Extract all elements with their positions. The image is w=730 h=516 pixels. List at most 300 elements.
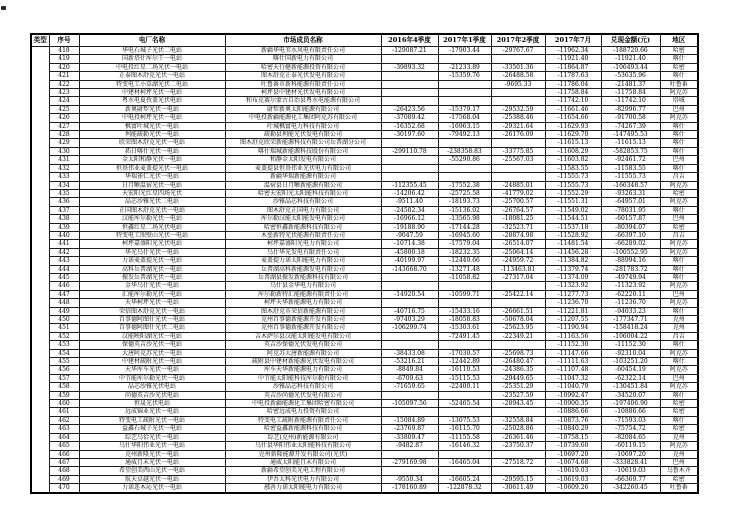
q1-2017-cell: -13075.53 <box>438 416 491 424</box>
total-amount-cell: -80394.07 <box>601 223 660 231</box>
region-cell: 喀什 <box>660 265 698 273</box>
q1-2017-cell <box>438 55 491 63</box>
seq-cell: 457 <box>49 374 79 382</box>
total-amount-cell: -66289.02 <box>601 240 660 248</box>
total-amount-cell: -147495.53 <box>601 131 660 139</box>
q4-2016-cell: -9550.34 <box>381 475 438 483</box>
q2-2017-cell: -33501.36 <box>491 63 545 71</box>
total-amount-cell: -34520.07 <box>601 391 660 399</box>
region-cell: 巴州 <box>660 290 698 298</box>
table-row <box>31 400 698 408</box>
q2-2017-cell: -29767.67 <box>491 47 545 55</box>
jul-2017-cell: -10697.20 <box>545 450 601 458</box>
q1-2017-cell: -18232.35 <box>438 248 491 256</box>
q4-2016-cell: -19188.90 <box>381 223 438 231</box>
total-amount-cell: -66397.10 <box>601 231 660 239</box>
plant-name-cell: 华光乌什光伏一电站 <box>79 248 225 256</box>
table-row <box>31 265 698 273</box>
seq-cell: 421 <box>49 72 79 80</box>
q2-2017-cell: -25623.95 <box>491 324 545 332</box>
region-cell: 喀什 <box>660 273 698 281</box>
market-member-cell: 乌什县华阳伟业太阳能科技有限公司 <box>225 442 381 450</box>
column-header-3: 市场成员名称 <box>225 34 381 47</box>
seq-cell: 461 <box>49 408 79 416</box>
market-member-cell: 图木舒克市荣信新能源有限公司 <box>225 307 381 315</box>
q1-2017-cell: -22400.11 <box>438 383 491 391</box>
seq-cell: 437 <box>49 206 79 214</box>
q1-2017-cell: -79492.13 <box>438 131 491 139</box>
settlement-table <box>30 33 699 494</box>
q1-2017-cell: -72491.45 <box>438 332 491 340</box>
plant-name-cell: 金华乌什光伏一电站 <box>79 282 225 290</box>
total-amount-cell: -158418.24 <box>601 324 660 332</box>
total-amount-cell: -94033.23 <box>601 307 660 315</box>
plant-name-cell: 高科岳普湖光伏一电站 <box>79 265 225 273</box>
plant-name-cell: 中电投柯坪光伏一电站 <box>79 114 225 122</box>
total-amount-cell: -60119.15 <box>601 442 660 450</box>
region-cell: 阿克苏 <box>660 114 698 122</box>
market-member-cell: 库尔勒新特汇能能源有限责任公司 <box>225 290 381 298</box>
market-member-cell: 沙雅晶芯科技有限公司 <box>225 198 381 206</box>
jul-2017-cell: -10758.15 <box>545 433 601 441</box>
jul-2017-cell: -11786.04 <box>545 80 601 88</box>
q1-2017-cell: -11058.82 <box>438 273 491 281</box>
seq-cell: 438 <box>49 215 79 223</box>
q4-2016-cell: -129087.21 <box>381 47 438 55</box>
seq-cell: 458 <box>49 383 79 391</box>
jul-2017-cell: -10873.76 <box>545 416 601 424</box>
total-amount-cell: -82996.77 <box>601 105 660 113</box>
jul-2017-cell: -10992.47 <box>545 391 601 399</box>
total-amount-cell: -66369.77 <box>601 475 660 483</box>
total-amount-cell: -60157.87 <box>601 215 660 223</box>
column-header-5: 2017年1季度 <box>438 34 491 47</box>
q2-2017-cell <box>491 408 545 416</box>
seq-cell: 432 <box>49 164 79 172</box>
table-row <box>31 467 698 475</box>
region-cell: 喀什 <box>660 55 698 63</box>
total-amount-cell: -103251.20 <box>601 358 660 366</box>
table-row <box>31 114 698 122</box>
jul-2017-cell: -11221.81 <box>545 307 601 315</box>
market-member-cell: 英吉沙尚德光伏发电有限公司 <box>225 391 381 399</box>
seq-cell: 435 <box>49 189 79 197</box>
q1-2017-cell <box>438 467 491 475</box>
region-cell: 喀什 <box>660 391 698 399</box>
jul-2017-cell: -10619.03 <box>545 467 601 475</box>
jul-2017-cell: -11163.56 <box>545 332 601 340</box>
market-member-cell: 哈密天宏阳光太阳能科技有限公司 <box>225 189 381 197</box>
market-member-cell: 哈密远成电力投资有限公司 <box>225 408 381 416</box>
q1-2017-cell: -15303.61 <box>438 324 491 332</box>
q4-2016-cell: -9047.59 <box>381 231 438 239</box>
plant-name-cell: 通威且末光伏一电站 <box>79 458 225 466</box>
jul-2017-cell: -11549.02 <box>545 206 601 214</box>
market-member-cell: 沙雅晶芯科技有限公司 <box>225 383 381 391</box>
plant-name-cell: 特变电工小草湖光伏二电站 <box>79 80 225 88</box>
region-cell: 昌吉 <box>660 173 698 181</box>
q1-2017-cell: -15433.16 <box>438 307 491 315</box>
market-member-cell: 克州百事德新能源开发有限公司 <box>225 324 381 332</box>
jul-2017-cell: -11661.46 <box>545 105 601 113</box>
market-member-cell: 疏勒县利能光伏发电有限公司 <box>225 131 381 139</box>
market-member-cell: 库车天华新能源电力有限公司 <box>225 366 381 374</box>
market-member-cell: 综艺(克州)新能源有限公司 <box>225 433 381 441</box>
plant-name-cell: 大唐阿克苏光伏一电站 <box>79 349 225 357</box>
region-cell: 克州 <box>660 316 698 324</box>
q2-2017-cell: -24386.35 <box>491 366 545 374</box>
table-row <box>31 458 698 466</box>
q4-2016-cell: -143668.70 <box>381 265 438 273</box>
seq-cell: 450 <box>49 316 79 324</box>
q2-2017-cell: -26764.57 <box>491 206 545 214</box>
total-amount-cell: -49749.94 <box>601 273 660 281</box>
region-cell: 喀什 <box>660 139 698 147</box>
q2-2017-cell: -29321.64 <box>491 122 545 130</box>
market-member-cell: 吉木萨尔县汉能太阳能发电有限公司 <box>225 332 381 340</box>
region-cell: 阿克苏 <box>660 181 698 189</box>
market-member-cell: 哈密恒鑫新能源科技有限公司 <box>225 223 381 231</box>
region-cell: 喀什 <box>660 307 698 315</box>
plant-name-cell: 振发岳普湖光伏一电站 <box>79 273 225 281</box>
q1-2017-cell: -15379.17 <box>438 105 491 113</box>
total-amount-cell: -71593.03 <box>601 416 660 424</box>
q2-2017-cell: -113463.81 <box>491 265 545 273</box>
q4-2016-cell: -26423.56 <box>381 105 438 113</box>
plant-name-cell: 尚德英吉沙光伏电站 <box>79 391 225 399</box>
q2-2017-cell: -24959.72 <box>491 257 545 265</box>
plant-name-cell: 金太阳和静光伏一电站 <box>79 156 225 164</box>
total-amount-cell: -130451.84 <box>601 383 660 391</box>
table-row <box>31 105 698 113</box>
q4-2016-cell <box>381 273 438 281</box>
q2-2017-cell: -25064.14 <box>491 248 545 256</box>
jul-2017-cell: -11544.51 <box>545 215 601 223</box>
q4-2016-cell: -299110.78 <box>381 147 438 155</box>
q1-2017-cell: -18193.73 <box>438 198 491 206</box>
total-amount-cell: -92461.72 <box>601 156 660 164</box>
q1-2017-cell: -15115.53 <box>438 374 491 382</box>
region-cell: 阿克苏 <box>660 198 698 206</box>
region-cell: 阿克苏 <box>660 383 698 391</box>
region-cell: 喀什 <box>660 131 698 139</box>
table-row <box>31 189 698 197</box>
q1-2017-cell <box>438 282 491 290</box>
q2-2017-cell: -29449.65 <box>491 374 545 382</box>
jul-2017-cell: -11603.82 <box>545 156 601 164</box>
total-amount-cell: -188720.66 <box>601 47 660 55</box>
region-cell: 喀什 <box>660 358 698 366</box>
plant-name-cell: 欣荣图木舒克光伏一电站 <box>79 139 225 147</box>
region-cell: 哈密 <box>660 63 698 71</box>
region-cell: 塔城 <box>660 97 698 105</box>
total-amount-cell: -60454.19 <box>601 366 660 374</box>
market-member-cell: 岳普湖县振发新能源科技有限公司 <box>225 273 381 281</box>
jul-2017-cell: -11323.92 <box>545 282 601 290</box>
total-amount-cell: -91700.58 <box>601 114 660 122</box>
market-member-cell: 和静金太阳发电有限公司 <box>225 156 381 164</box>
table-row <box>31 173 698 181</box>
q2-2017-cell: -29532.59 <box>491 105 545 113</box>
region-cell: 哈密 <box>660 223 698 231</box>
seq-cell: 425 <box>49 105 79 113</box>
column-header-1: 序号 <box>49 34 79 47</box>
market-member-cell: 中节能太阳能科技库尔勒有限公司 <box>225 374 381 382</box>
q1-2017-cell <box>438 391 491 399</box>
plant-name-cell: 中电投红星二场光伏一电站 <box>79 63 225 71</box>
jul-2017-cell: -11107.48 <box>545 366 601 374</box>
market-member-cell: 英吉沙保德光伏发电有限公司 <box>225 341 381 349</box>
seq-cell: 427 <box>49 122 79 130</box>
plant-name-cell: 柯坪嘉盛阳光光伏电站 <box>79 240 225 248</box>
plant-name-cell: 恒基伟业麦盖提光伏一电站 <box>79 164 225 172</box>
q2-2017-cell: -25351.29 <box>491 383 545 391</box>
table-row <box>31 97 698 105</box>
plant-name-cell: 华电石城子光伏二电站 <box>79 47 225 55</box>
column-header-6: 2017年2季度 <box>491 34 545 47</box>
seq-cell: 423 <box>49 89 79 97</box>
plant-name-cell: 天华库车光伏一电站 <box>79 366 225 374</box>
jul-2017-cell: -11379.74 <box>545 265 601 273</box>
seq-cell: 429 <box>49 139 79 147</box>
seq-cell: 433 <box>49 173 79 181</box>
q4-2016-cell: -16352.68 <box>381 122 438 130</box>
q4-2016-cell: -24582.34 <box>381 206 438 214</box>
table-row <box>31 248 698 256</box>
q4-2016-cell: -14920.54 <box>381 290 438 298</box>
q1-2017-cell: -15359.76 <box>438 72 491 80</box>
jul-2017-cell: -11629.70 <box>545 131 601 139</box>
column-header-7: 2017年7月 <box>545 34 601 47</box>
region-cell: 哈密 <box>660 408 698 416</box>
table-row <box>31 374 698 382</box>
q1-2017-cell: -238358.83 <box>438 147 491 155</box>
region-cell: 阿克苏 <box>660 299 698 307</box>
q2-2017-cell: -25028.86 <box>491 425 545 433</box>
column-header-4: 2016年4季度 <box>381 34 438 47</box>
seq-cell: 444 <box>49 265 79 273</box>
plant-name-cell: 拓日喀什光伏一电站 <box>79 147 225 155</box>
total-amount-cell: -82084.65 <box>601 433 660 441</box>
total-amount-cell: -11742.10 <box>601 97 660 105</box>
q1-2017-cell: -21233.89 <box>438 63 491 71</box>
q4-2016-cell <box>381 55 438 63</box>
q2-2017-cell: -26176.09 <box>491 131 545 139</box>
jul-2017-cell: -11236.70 <box>545 299 601 307</box>
q2-2017-cell <box>491 282 545 290</box>
seq-cell: 462 <box>49 416 79 424</box>
plant-name-cell: 日月晰温宿光伏一电站 <box>79 181 225 189</box>
q4-2016-cell: -33809.47 <box>381 433 438 441</box>
plant-name-cell: 乌什华阳伟业光伏一电站 <box>79 442 225 450</box>
q1-2017-cell: -13271.48 <box>438 265 491 273</box>
total-amount-cell: -582853.75 <box>601 147 660 155</box>
market-member-cell: 麦盖提县恒基伟业光伏电力有限公司 <box>225 164 381 172</box>
market-member-cell: 阿克苏大唐新能源有限公司 <box>225 349 381 357</box>
q4-2016-cell: -9482.87 <box>381 442 438 450</box>
region-cell: 喀什 <box>660 72 698 80</box>
market-member-cell: 通威太阳能且末有限公司 <box>225 458 381 466</box>
q2-2017-cell: -18081.25 <box>491 215 545 223</box>
table-row <box>31 416 698 424</box>
region-cell: 克州 <box>660 324 698 332</box>
seq-cell: 466 <box>49 450 79 458</box>
jul-2017-cell: -11962.34 <box>545 47 601 55</box>
q4-2016-cell: -30197.60 <box>381 131 438 139</box>
market-member-cell: 喀什国新电力有限公司 <box>225 55 381 63</box>
column-header-8: 兑现金额(元) <box>601 34 660 47</box>
q1-2017-cell: -16110.53 <box>438 366 491 374</box>
plant-name-cell: 粤水电夏孜盖光伏电站 <box>79 97 225 105</box>
q1-2017-cell: -25725.58 <box>438 189 491 197</box>
q1-2017-cell <box>438 408 491 416</box>
type-merged-cell <box>31 47 49 493</box>
region-cell: 巴州 <box>660 156 698 164</box>
region-cell: 喀什 <box>660 206 698 214</box>
table-row <box>31 383 698 391</box>
seq-cell: 449 <box>49 307 79 315</box>
total-amount-cell: -11323.92 <box>601 282 660 290</box>
plant-name-cell: 远成锦业光伏一电站 <box>79 408 225 416</box>
q1-2017-cell: -18058.83 <box>438 316 491 324</box>
seq-cell: 453 <box>49 341 79 349</box>
q4-2016-cell: -10714.38 <box>381 240 438 248</box>
total-amount-cell: -11236.70 <box>601 299 660 307</box>
seq-cell: 451 <box>49 324 79 332</box>
seq-cell: 440 <box>49 231 79 239</box>
table-row <box>31 332 698 340</box>
q2-2017-cell: -26488.58 <box>491 72 545 80</box>
q1-2017-cell: -17030.57 <box>438 349 491 357</box>
q2-2017-cell: -23527.59 <box>491 391 545 399</box>
market-member-cell: 中电投新疆能源化工集团阿克苏有限公司 <box>225 114 381 122</box>
table-row <box>31 47 698 55</box>
seq-cell: 426 <box>49 114 79 122</box>
q2-2017-cell <box>491 139 545 147</box>
total-amount-cell: -11615.13 <box>601 139 660 147</box>
q4-2016-cell <box>381 467 438 475</box>
q2-2017-cell <box>491 173 545 181</box>
q4-2016-cell: -37089.42 <box>381 114 438 122</box>
market-member-cell: 图木舒克正泰光伏发电有限公司 <box>225 72 381 80</box>
seq-cell: 441 <box>49 240 79 248</box>
q1-2017-cell: -10599.71 <box>438 290 491 298</box>
region-cell: 喀什 <box>660 257 698 265</box>
jul-2017-cell: -11537.18 <box>545 223 601 231</box>
plant-name-cell: 正泰图木舒克光伏一电站 <box>79 72 225 80</box>
table-row <box>31 198 698 206</box>
q2-2017-cell: -26661.51 <box>491 307 545 315</box>
seq-cell: 465 <box>49 442 79 450</box>
q1-2017-cell: -17579.04 <box>438 240 491 248</box>
q4-2016-cell <box>381 391 438 399</box>
table-row <box>31 72 698 80</box>
market-member-cell: 木垒新特光伏能源有限责任公司 <box>225 231 381 239</box>
q2-2017-cell: -27518.72 <box>491 458 545 466</box>
q2-2017-cell: -23750.37 <box>491 442 545 450</box>
q1-2017-cell <box>438 173 491 181</box>
plant-name-cell: 综艺乌恰光伏一电站 <box>79 433 225 441</box>
total-amount-cell: -166348.57 <box>601 181 660 189</box>
table-row <box>31 290 698 298</box>
q2-2017-cell: -50678.04 <box>491 316 545 324</box>
plant-name-cell: 新奥尉犁光伏一电站 <box>79 105 225 113</box>
plant-name-cell: 希望创美西山光伏一电站 <box>79 467 225 475</box>
q4-2016-cell: -40199.97 <box>381 257 438 265</box>
table-row <box>31 282 698 290</box>
q4-2016-cell: -9511.40 <box>381 198 438 206</box>
jul-2017-cell: -11207.55 <box>545 316 601 324</box>
total-amount-cell: -177347.71 <box>601 316 660 324</box>
q1-2017-cell: -17552.38 <box>438 181 491 189</box>
q4-2016-cell <box>381 89 438 97</box>
table-row <box>31 324 698 332</box>
q2-2017-cell: -29595.15 <box>491 475 545 483</box>
total-amount-cell: -333828.41 <box>601 458 660 466</box>
q1-2017-cell: -16146.32 <box>438 442 491 450</box>
plant-name-cell: 正国图木舒克光伏一电站 <box>79 206 225 214</box>
table-row <box>31 215 698 223</box>
q2-2017-cell <box>491 341 545 349</box>
q2-2017-cell <box>491 97 545 105</box>
table-row <box>31 408 698 416</box>
q1-2017-cell: -16605.24 <box>438 475 491 483</box>
region-cell: 巴州 <box>660 374 698 382</box>
table-row <box>31 299 698 307</box>
total-amount-cell: -100552.95 <box>601 248 660 256</box>
jul-2017-cell: -11555.73 <box>545 173 601 181</box>
table-row <box>31 425 698 433</box>
jul-2017-cell: -11629.93 <box>545 122 601 130</box>
jul-2017-cell: -10609.26 <box>545 484 601 493</box>
q2-2017-cell: -33775.85 <box>491 147 545 155</box>
q1-2017-cell: -16465.04 <box>438 458 491 466</box>
seq-cell: 445 <box>49 273 79 281</box>
q4-2016-cell: -39893.32 <box>381 63 438 71</box>
table-row <box>31 433 698 441</box>
column-header-0: 类型 <box>31 34 49 47</box>
total-amount-cell: -10619.03 <box>601 467 660 475</box>
table-row <box>31 450 698 458</box>
region-cell: 喀什 <box>660 122 698 130</box>
q1-2017-cell <box>438 89 491 97</box>
plant-name-cell: 晶芯沙雅光伏电站 <box>79 383 225 391</box>
plant-name-cell: 保德英吉沙光伏一电站 <box>79 341 225 349</box>
table-row <box>31 358 698 366</box>
plant-name-cell: 晶芯沙雅光伏二电站 <box>79 198 225 206</box>
market-member-cell: 鄯善力诺太阳能电力有限公司 <box>225 484 381 493</box>
region-cell: 吐鲁番 <box>660 80 698 88</box>
table-row <box>31 484 698 493</box>
market-member-cell: 温宿县日月晰新能源有限公司 <box>225 181 381 189</box>
market-member-cell: 中电投新疆能源化工集团哈密有限公司 <box>225 400 381 408</box>
q2-2017-cell: -41779.02 <box>491 189 545 197</box>
jul-2017-cell: -11551.31 <box>545 198 601 206</box>
total-amount-cell: -92310.04 <box>601 349 660 357</box>
market-member-cell: 尉犁新奥太阳能源有限公司 <box>225 105 381 113</box>
q2-2017-cell <box>491 299 545 307</box>
market-member-cell: 库尔勒汉能太阳能发电有限公司 <box>225 215 381 223</box>
table-header <box>31 34 698 47</box>
market-member-cell: 特变电工疏附新能源有限责任公司 <box>225 416 381 424</box>
q2-2017-cell: -32558.84 <box>491 416 545 424</box>
q4-2016-cell: -6709.63 <box>381 374 438 382</box>
table-row <box>31 273 698 281</box>
jul-2017-cell: -11742.10 <box>545 97 601 105</box>
q4-2016-cell <box>381 450 438 458</box>
q1-2017-cell <box>438 139 491 147</box>
q4-2016-cell: -14206.42 <box>381 189 438 197</box>
